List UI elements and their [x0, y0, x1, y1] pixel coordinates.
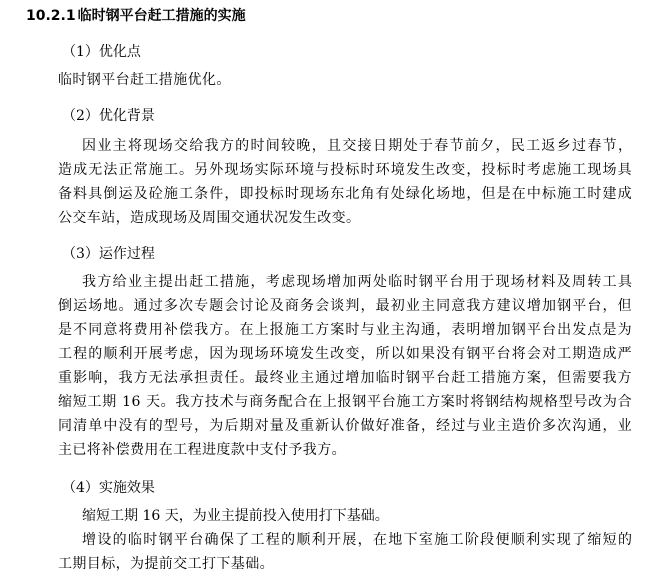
section-title: 临时钢平台赶工措施的实施	[77, 8, 246, 24]
paragraph-line: 造成无法正常施工。另外现场实际环境与投标时环境发生改变，投标时考虑施工现场具	[58, 162, 632, 178]
subheading-background: （2）优化背景	[62, 108, 155, 124]
subheading-optimization-point: （1）优化点	[62, 44, 141, 60]
subheading-process: （3）运作过程	[62, 246, 155, 262]
paragraph-line: 临时钢平台赶工措施优化。	[58, 72, 231, 88]
section-number: 10.2.1	[26, 8, 76, 24]
section-heading	[26, 6, 246, 26]
paragraph-line: 缩短工期 16 天，为业主提前投入使用打下基础。	[82, 508, 389, 524]
paragraph-line: 工程的顺利开展考虑，因为现场环境发生改变，所以如果没有钢平台将会对工期造成严	[58, 346, 632, 362]
paragraph-line: 同清单中没有的型号，为后期对量及重新认价做好准备，经过与业主造价多次沟通，业	[58, 418, 632, 434]
paragraph-line: 重影响，我方无法承担责任。最终业主通过增加临时钢平台赶工措施方案，但需要我方	[58, 370, 632, 386]
subheading-results: （4）实施效果	[62, 480, 155, 496]
paragraph-line: 倒运场地。通过多次专题会讨论及商务会谈判，最初业主同意我方建议增加钢平台，但	[58, 298, 632, 314]
paragraph-line: 主已将补偿费用在工程进度款中支付予我方。	[58, 442, 346, 458]
paragraph-line: 工期目标，为提前交工打下基础。	[58, 556, 274, 572]
paragraph-line: 我方给业主提出赶工措施，考虑现场增加两处临时钢平台用于现场材料及周转工具	[82, 274, 632, 290]
paragraph-line: 是不同意将费用补偿我方。在上报施工方案时与业主沟通，表明增加钢平台出发点是为	[58, 322, 632, 338]
paragraph-line: 增设的临时钢平台确保了工程的顺利开展，在地下室施工阶段便顺利实现了缩短的	[82, 532, 632, 548]
paragraph-line: 因业主将现场交给我方的时间较晚，且交接日期处于春节前夕，民工返乡过春节，	[82, 138, 632, 154]
paragraph-line: 缩短工期 16 天。我方技术与商务配合在上报钢平台施工方案时将钢结构规格型号改为合	[58, 394, 632, 410]
paragraph-line: 备料具倒运及砼施工条件，即投标时现场东北角有处绿化场地，但是在中标施工时建成	[58, 186, 632, 202]
paragraph-line: 公交车站，造成现场及周围交通状况发生改变。	[58, 210, 361, 226]
